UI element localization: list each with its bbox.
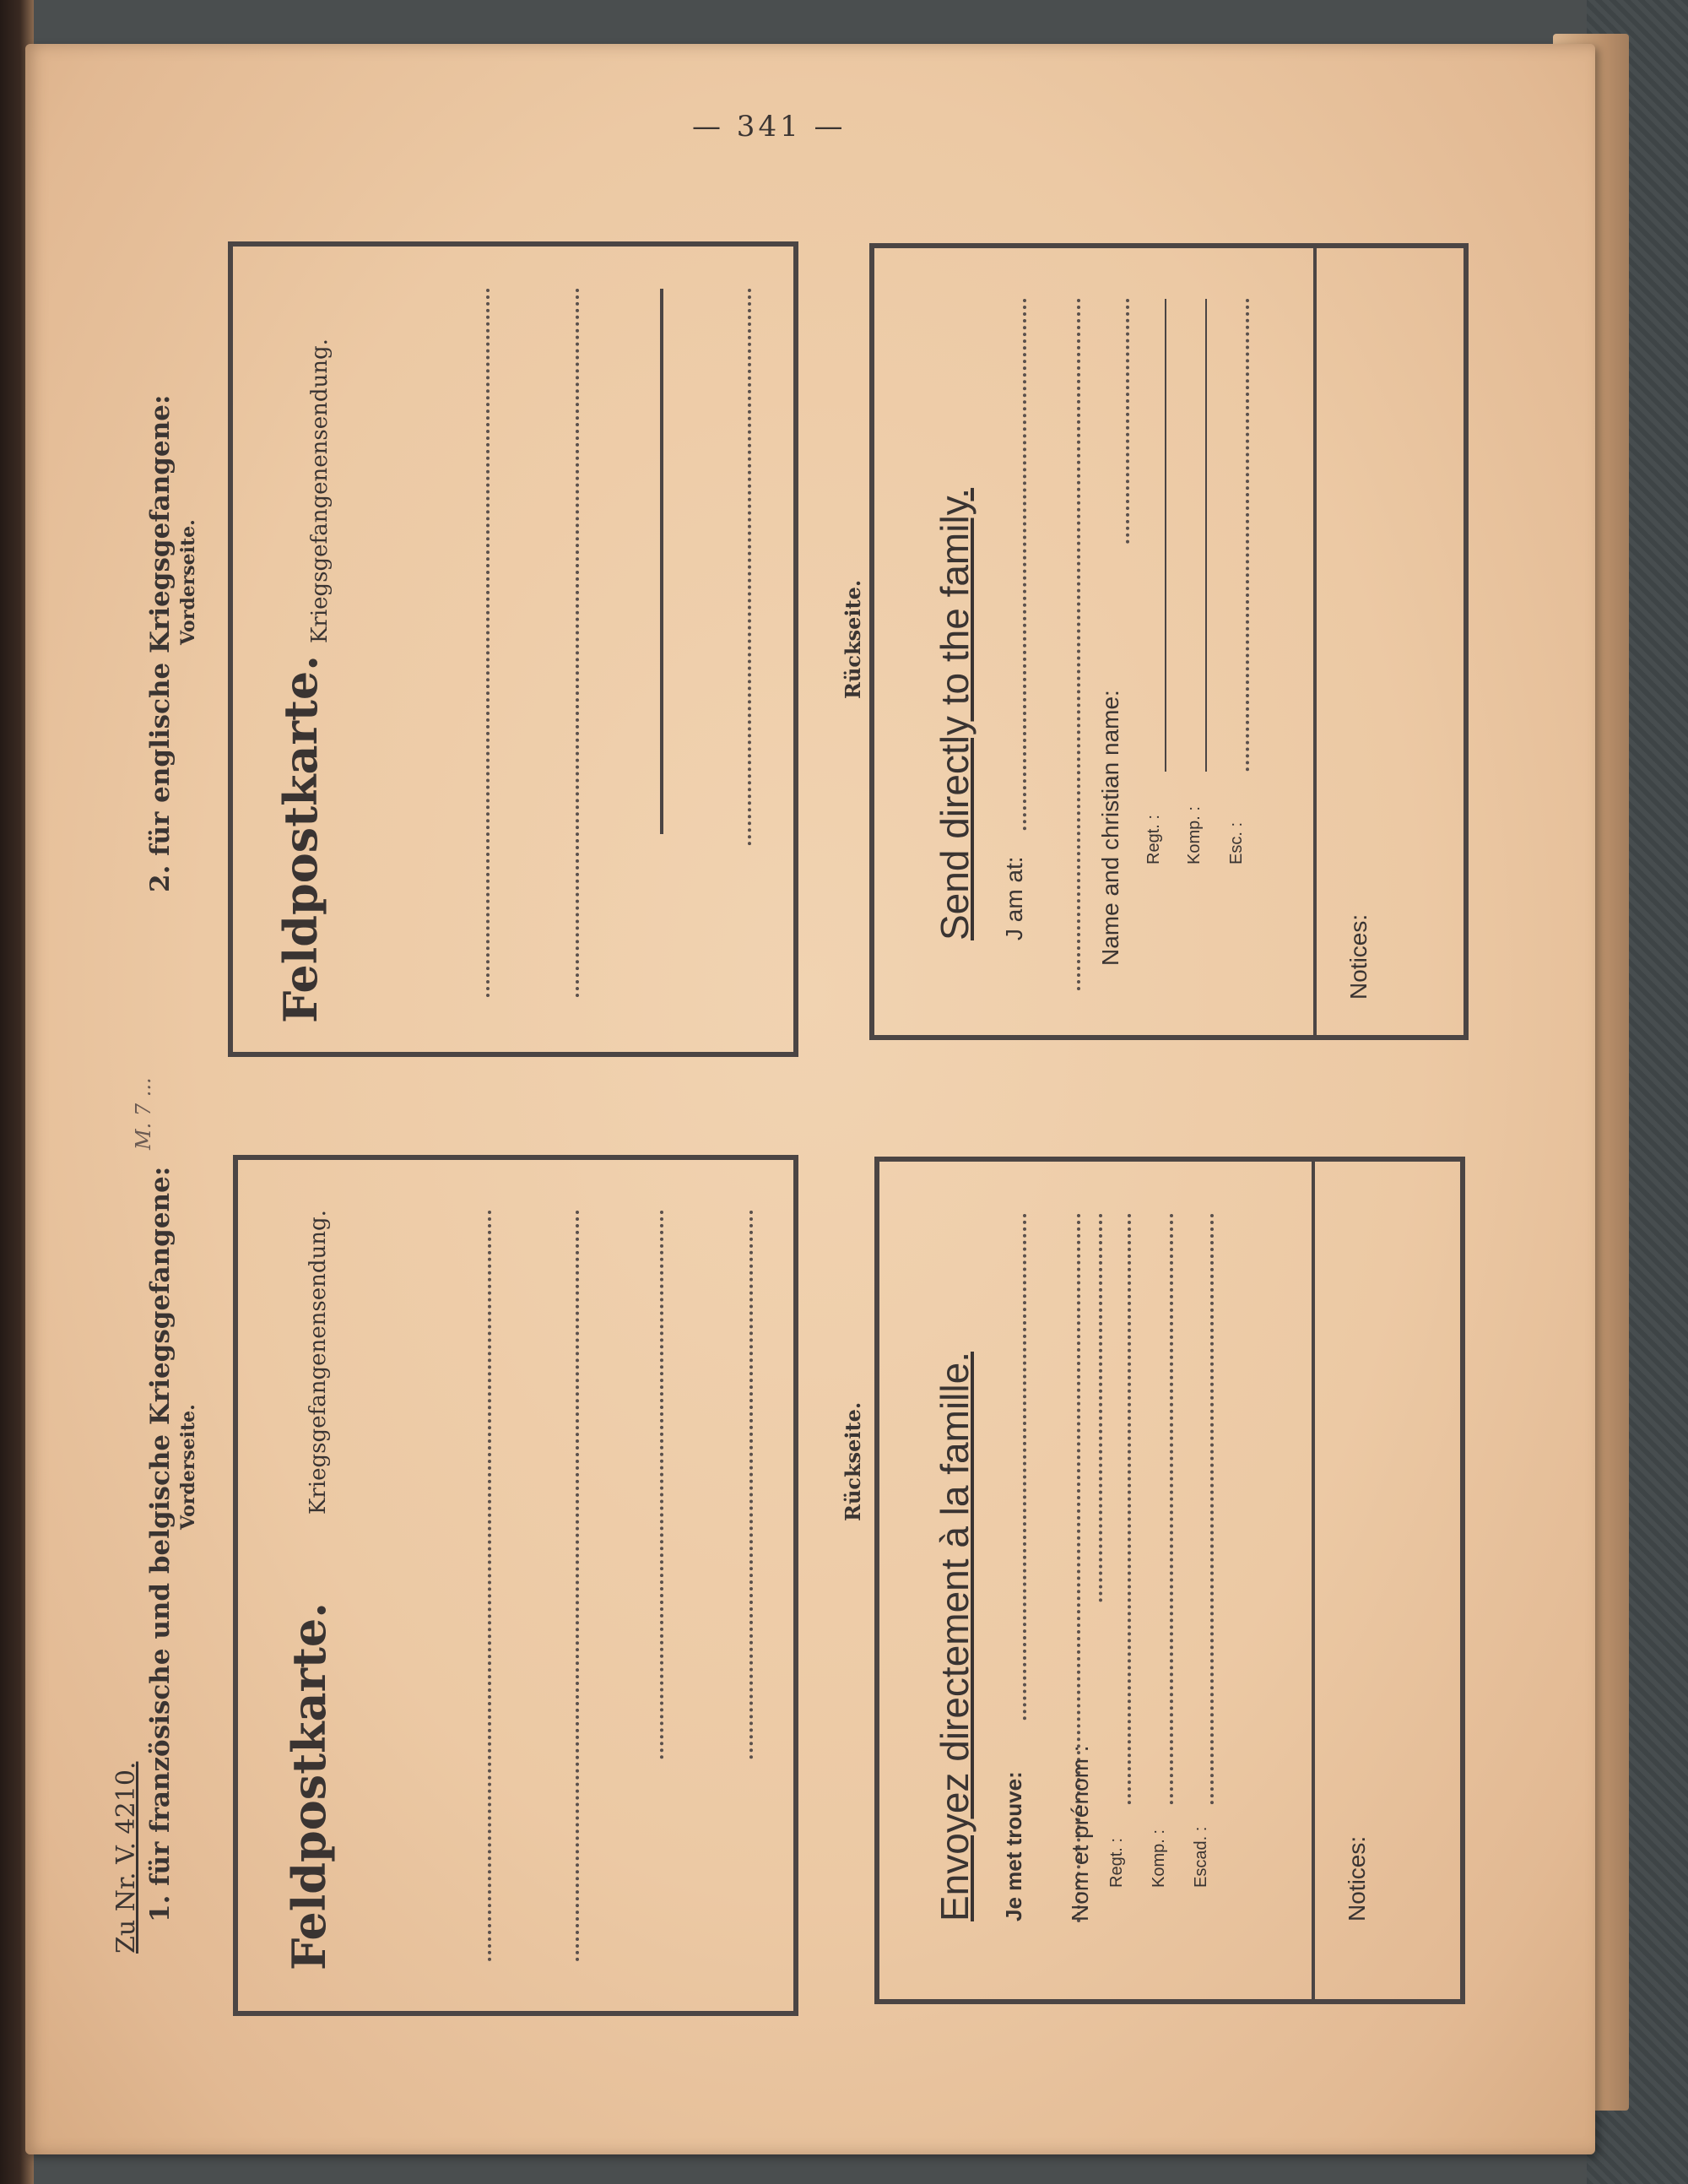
back-card-english (869, 243, 1469, 1040)
section1-front-label: Vorderseite. (177, 1404, 199, 1530)
english-esc-label: Esc. : (1227, 821, 1246, 864)
french-location-line (1023, 1214, 1026, 1721)
front-card-title: Feldpostkarte. (273, 654, 327, 1023)
french-escad-line (1210, 1214, 1214, 1805)
section2-back-label: Rückseite. (841, 579, 865, 699)
address-line-1 (486, 289, 490, 998)
french-komp-line (1170, 1214, 1173, 1805)
english-name-line (1126, 299, 1129, 544)
french-notices-divider (1312, 1162, 1315, 1999)
front-card-subtitle: Kriegsgefangenensendung. (307, 339, 333, 643)
address-line-4 (749, 1211, 753, 1759)
english-location-line (1023, 299, 1026, 831)
french-regt-label: Regt. : (1107, 1838, 1126, 1888)
address-line-4 (748, 289, 751, 846)
address-line-2 (576, 289, 579, 998)
back-card-french (874, 1157, 1465, 2004)
english-regt-line (1165, 299, 1166, 772)
french-card-heading: Envoyez directement à la famille. (933, 1352, 977, 1921)
french-regt-line (1128, 1214, 1131, 1805)
front-card-english (228, 241, 798, 1057)
address-line-3 (660, 1211, 663, 1759)
address-line-1 (488, 1211, 491, 1962)
french-location-label: Je met trouve: (1001, 1771, 1026, 1921)
section2-front-label: Vorderseite. (177, 519, 199, 645)
address-line-3 (660, 289, 663, 834)
section2-title: 2. für englische Kriegsgefangene: (145, 394, 176, 892)
pencil-mark: M. 7 ... (132, 1077, 155, 1150)
english-location-label: J am at: (1001, 856, 1027, 940)
english-esc-line (1246, 299, 1249, 772)
english-regt-label: Regt. : (1144, 815, 1163, 864)
french-name-line (1099, 1214, 1102, 1602)
front-card-subtitle: Kriegsgefangenensendung. (306, 1210, 331, 1515)
front-card-french (233, 1155, 798, 2016)
english-card-heading: Send directly to the family. (933, 487, 977, 940)
french-komp-label: Komp. : (1150, 1829, 1168, 1888)
french-escad-label: Escad. : (1192, 1826, 1210, 1888)
english-name-label: Name and christian name: (1097, 690, 1123, 966)
front-card-title: Feldpostkarte. (282, 1601, 336, 1970)
document-page (25, 44, 1595, 2154)
english-notices-divider (1313, 248, 1317, 1035)
english-notices-label: Notices: (1345, 913, 1372, 1000)
section1-title: 1. für französische und belgische Kriegsgefangene: (145, 1166, 176, 1922)
reference-number: Zu Nr. V. 4210. (111, 1761, 141, 1954)
section1-back-label: Rückseite. (841, 1401, 865, 1521)
french-name-label: Nom et prénom : (1067, 1745, 1093, 1921)
english-komp-line (1205, 299, 1207, 772)
page-number: — 341 — (692, 110, 847, 144)
address-line-2 (576, 1211, 579, 1962)
english-location-line-2 (1077, 299, 1080, 991)
french-notices-label: Notices: (1344, 1835, 1370, 1921)
english-komp-label: Komp. : (1185, 806, 1204, 864)
